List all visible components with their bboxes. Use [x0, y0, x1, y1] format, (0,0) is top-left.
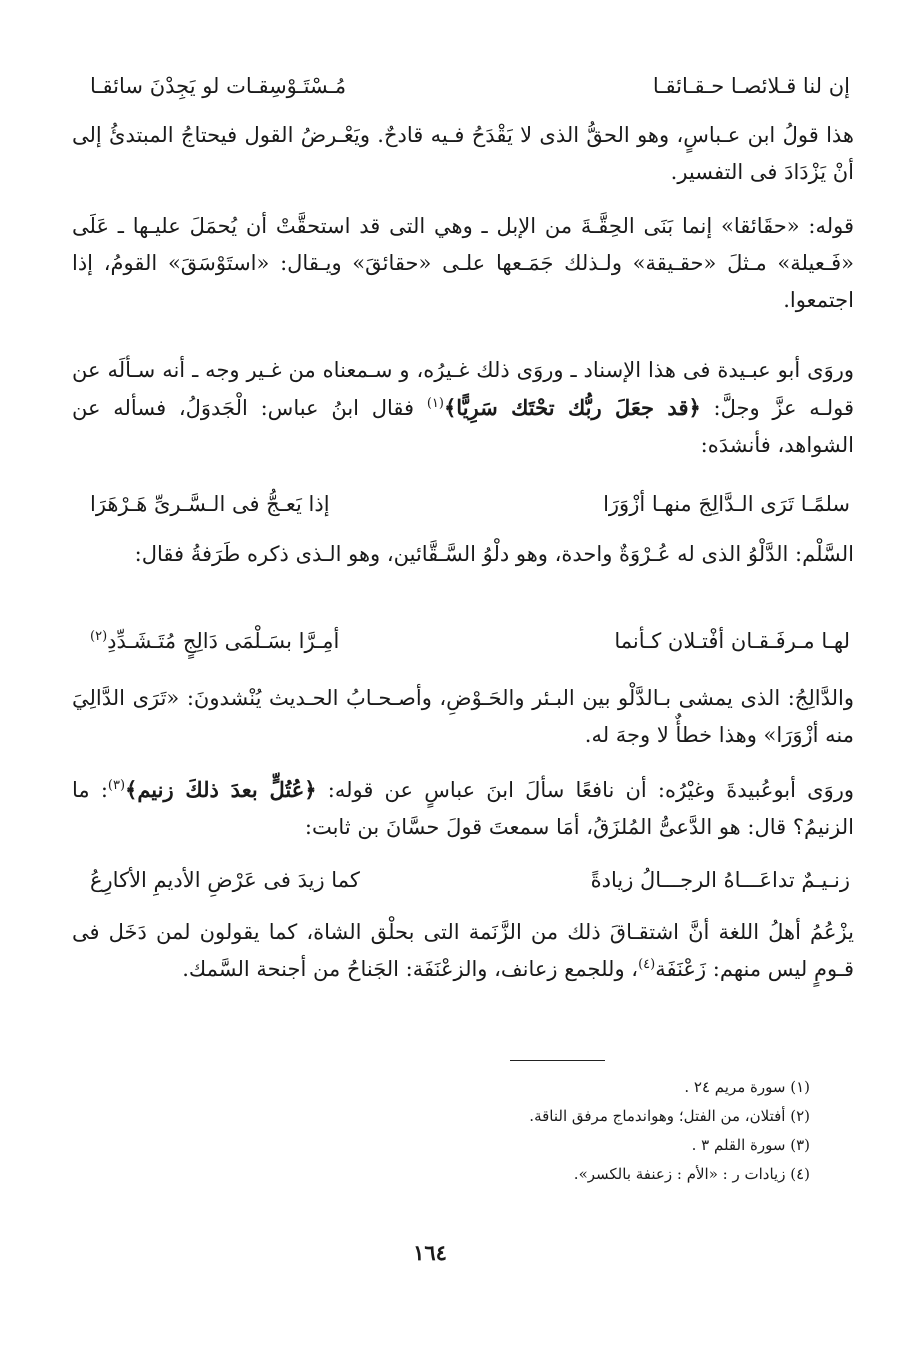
paragraph-5: والدَّالِجُ: الذى يمشى بـالدَّلْو بين البـئر والحَـوْضِ، وأصـحـابُ الحـديث يُنْشدونَ: «تَرَى الدَّالِيَ منه أزْوَرَا» وهذا خطأٌ لا وجهَ له.: [72, 686, 854, 747]
paragraph-2: قوله: «حقَائقا» إنما بَنَى الحِقَّـةَ من الإبل ـ وهي التى قد استحقَّتْ أن يُحمَلَ عليـها ـ عَلَى «فَـعيلة» مـثلَ «حقـيقة» ولـذلك جَمَـعها علـى «حقائقَ» ويـقال: «استَوْسَقَ» القومُ، إذا اجتمعوا.: [72, 214, 854, 312]
verse-3-first-hemistich: لهـا مـرفَـقـان أفْتـلان كـأنما: [614, 629, 850, 653]
paragraph-7-text-a: يزْعُمُ أهلُ اللغة أنَّ اشتقـاقَ ذلك من الزَّنَمة التى بحلْق الشاة، كما يقولون لمن دَخَل فى قـومٍ ليس منهم: زَعْنَفَة: [72, 920, 854, 981]
page-number: ١٦٤: [413, 1240, 447, 1265]
footnote-ref-1: (١): [426, 396, 444, 411]
paragraph-3: [72, 352, 854, 464]
footnote-separator: [510, 1060, 605, 1061]
footnote-2: (٢) أفتلان، من الفتل؛ وهواندماج مرفق الناقة.: [529, 1107, 810, 1125]
footnote-ref-4: (٤): [638, 957, 656, 972]
verse-2-first-hemistich: سلمًـا تَرَى الـدَّالِجَ منهـا أزْوَرَا: [603, 492, 850, 516]
verse-line-1: [90, 68, 850, 105]
footnote-3: (٣) سورة القلم ٣ .: [691, 1136, 810, 1154]
quran-quote-maryam: ﴿قد جعَلَ ربُّك تحْتَك سَرِيًّا﴾: [443, 395, 701, 420]
paragraph-7-text-b: ، وللجمع زعانف، والزعْنَفَة: الجَناحُ من أجنحة السَّمك.: [182, 957, 639, 981]
verse-4-first-hemistich: زنـيـمٌ تداعَـــاهُ الرجـــالُ زيادةً: [590, 868, 850, 892]
paragraph-6-text-b: : ما الزنيمُ؟ قال: هو الدَّعىُّ المُلزَقُ، أمَا سمعتَ قولَ حسَّانَ بن ثابت:: [72, 778, 854, 839]
quran-quote-qalam: ﴿عُتُلٍّ بعدَ ذلكَ زنيم﴾: [125, 777, 317, 802]
footnote-ref-3: (٣): [107, 778, 126, 793]
paragraph-7: [72, 914, 854, 988]
verse-line-2: [90, 486, 850, 523]
footnote-4: (٤) زيادات ر : «الأم : زعنفة بالكسر».: [573, 1165, 810, 1183]
verse-4-second-hemistich: كما زيدَ فى عَرْضِ الأديمِ الأكارِعُ: [90, 868, 360, 892]
paragraph-1: هذا قولُ ابن عـباسٍ، وهو الحقُّ الذى لا يَقْدَحُ فـيه قادحٌ. ويَعْـرضُ القول فيحتاجُ المبتدئُ إلى أنْ يَزْدَادَ فى التفسير.: [72, 123, 854, 184]
paragraph-6: [72, 771, 854, 846]
paragraph-3-text-b: فقال ابنُ عباس: الْجَدوَلُ، فسأله عن الشواهد، فأنشدَه:: [72, 396, 854, 457]
verse-line-3: [90, 623, 850, 660]
verse-3-second-hemistich: أمِـرَّا بسَـلْمَى دَالِجٍ مُتَـشَـدِّدِ(٢): [90, 629, 340, 653]
paragraph-4: السَّلْم: الدَّلْوُ الذى له عُـرْوَةٌ واحدة، وهو دلْوُ السَّـقَّائين، وهو الـذى ذكره طَرَفةُ فقال:: [134, 542, 854, 566]
verse-1-first-hemistich: إن لنا قـلائصـا حـقـائقـا: [652, 74, 850, 98]
verse-line-4: [90, 862, 850, 899]
footnotes: [300, 1073, 810, 1189]
paragraph-6-text-a: وروَى أبوعُبيدةَ وغيْرُه: أن نافعًا سألَ ابنَ عباسٍ عن قوله:: [316, 778, 855, 802]
verse-2-second-hemistich: إذا يَعـجُّ فى الـسَّـرىِّ هَـرْهَرَا: [90, 492, 330, 516]
paragraph-3-text-a: وروَى أبو عبـيدة فى هذا الإسناد ـ وروَى ذلك غـيرُه، و سـمعناه من غـير وجه ـ أنه سـألَه عن قولـه عزَّ وجلَّ:: [72, 358, 854, 420]
verse-1-second-hemistich: مُـسْتَـوْسِقـات لو يَجِدْنَ سائقـا: [90, 74, 347, 98]
footnote-1: (١) سورة مريم ٢٤ .: [684, 1078, 810, 1096]
